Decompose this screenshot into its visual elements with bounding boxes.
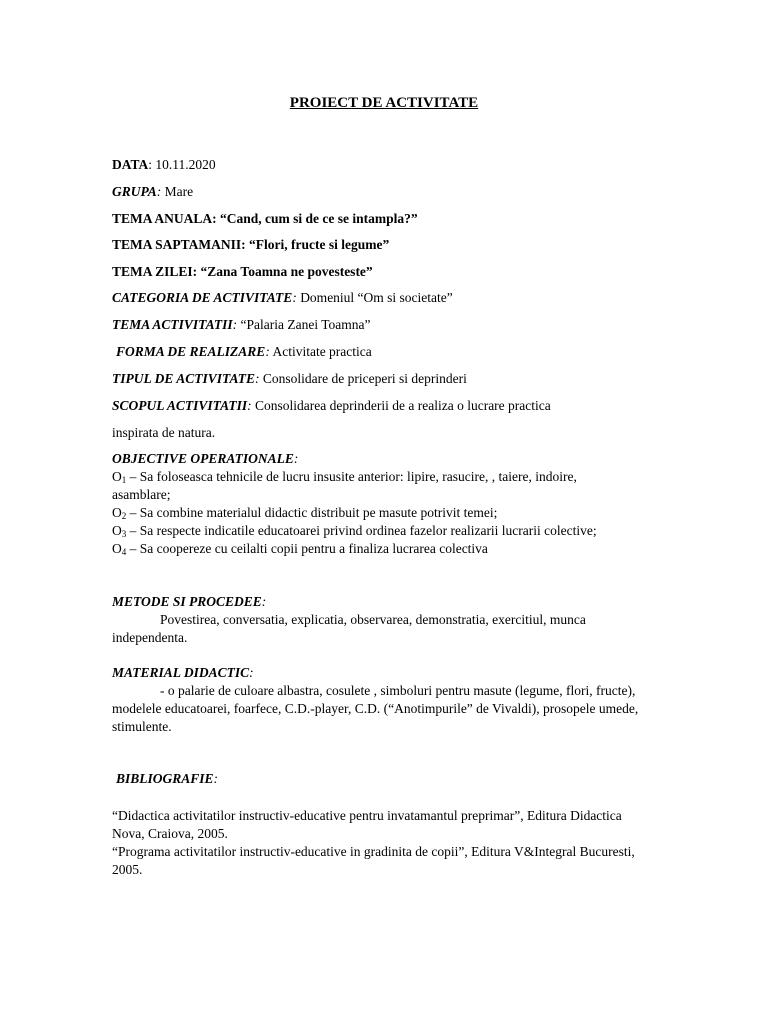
field-value: Consolidarea deprinderii de a realiza o lucrare practica [255, 398, 551, 413]
field-data: DATA: 10.11.2020 [112, 157, 216, 172]
field-value: Mare [164, 184, 194, 199]
field-label: TEMA ACTIVITATII [112, 317, 233, 332]
field-label: DATA [112, 157, 149, 172]
field-value: 10.11.2020 [155, 157, 216, 172]
field-value: “Flori, fructe si legume” [249, 237, 390, 252]
field-tema-saptamanii [112, 236, 389, 254]
material-heading: MATERIAL DIDACTIC: [112, 665, 254, 680]
field-grupa: GRUPA: Mare [112, 184, 194, 199]
field-value: Consolidare de priceperi si deprinderi [262, 371, 467, 386]
field-value: “Zana Toamna ne povesteste” [200, 264, 373, 279]
field-value: “Palaria Zanei Toamna” [240, 317, 371, 332]
page-title: PROIECT DE ACTIVITATE [289, 95, 479, 111]
field-value: Activitate practica [272, 344, 372, 359]
field-value: “Cand, cum si de ce se intampla?” [220, 211, 418, 226]
field-categoria: CATEGORIA DE ACTIVITATE: Domeniul “Om si societate” [112, 290, 453, 305]
field-label: FORMA DE REALIZARE [116, 344, 266, 359]
objective-item: $O_2$ – Sa combine materialul didactic distribuit pe masute potrivit temei; [112, 505, 498, 521]
field-label: CATEGORIA DE ACTIVITATE [112, 290, 293, 305]
bibliography-item: “Programa activitatilor instructiv-educative in gradinita de copii”, Editura V&Integral Bucuresti, 2005. [112, 844, 635, 877]
field-tipul: TIPUL DE ACTIVITATE: Consolidare de priceperi si deprinderi [112, 371, 467, 386]
field-tema-anuala [112, 210, 418, 228]
objectives-heading: OBJECTIVE OPERATIONALE: [112, 451, 299, 466]
field-scopul-cont: inspirata de natura. [112, 425, 216, 440]
field-label: TIPUL DE ACTIVITATE [112, 371, 256, 386]
objective-item: $O_1$ – Sa foloseasca tehnicile de lucru insusite anterior: lipire, rasucire, , taiere, indoire, [112, 469, 577, 485]
field-label: TEMA ZILEI: [112, 264, 198, 279]
field-label: TEMA ANUALA: [112, 211, 217, 226]
metode-text: Povestirea, conversatia, explicatia, observarea, demonstratia, exercitiul, munca independenta. [112, 612, 586, 645]
field-label: SCOPUL ACTIVITATII [112, 398, 248, 413]
field-value: Domeniul “Om si societate” [300, 290, 453, 305]
material-text: - o palarie de culoare albastra, cosulete , simboluri pentru masute (legume, flori, fructe), modelele educatoarei, foarfece, C.D.-player, C.D. (“Anotimpurile” de Vivaldi), prosopele umede, stimulente. [112, 683, 639, 734]
field-tema-activitatii: TEMA ACTIVITATII: “Palaria Zanei Toamna” [112, 317, 371, 332]
field-forma: FORMA DE REALIZARE: Activitate practica [116, 344, 372, 359]
objective-item: $O_3$ – Sa respecte indicatile educatoarei privind ordinea fazelor realizarii lucrarii colective; [112, 523, 597, 539]
field-scopul: SCOPUL ACTIVITATII: Consolidarea deprinderii de a realiza o lucrare practica [112, 398, 551, 413]
bibliography-item: “Didactica activitatilor instructiv-educative pentru invatamantul preprimar”, Editura Didactica Nova, Craiova, 2005. [112, 808, 622, 841]
field-label: TEMA SAPTAMANII: [112, 237, 246, 252]
objective-item-cont: asamblare; [112, 487, 171, 502]
field-tema-zilei [112, 263, 373, 281]
bibliografie-heading: BIBLIOGRAFIE: [116, 771, 219, 786]
objective-item: $O_4$ – Sa coopereze cu ceilalti copii pentru a finaliza lucrarea colectiva [112, 541, 488, 557]
field-label: GRUPA [112, 184, 157, 199]
metode-heading: METODE SI PROCEDEE: [112, 594, 267, 609]
